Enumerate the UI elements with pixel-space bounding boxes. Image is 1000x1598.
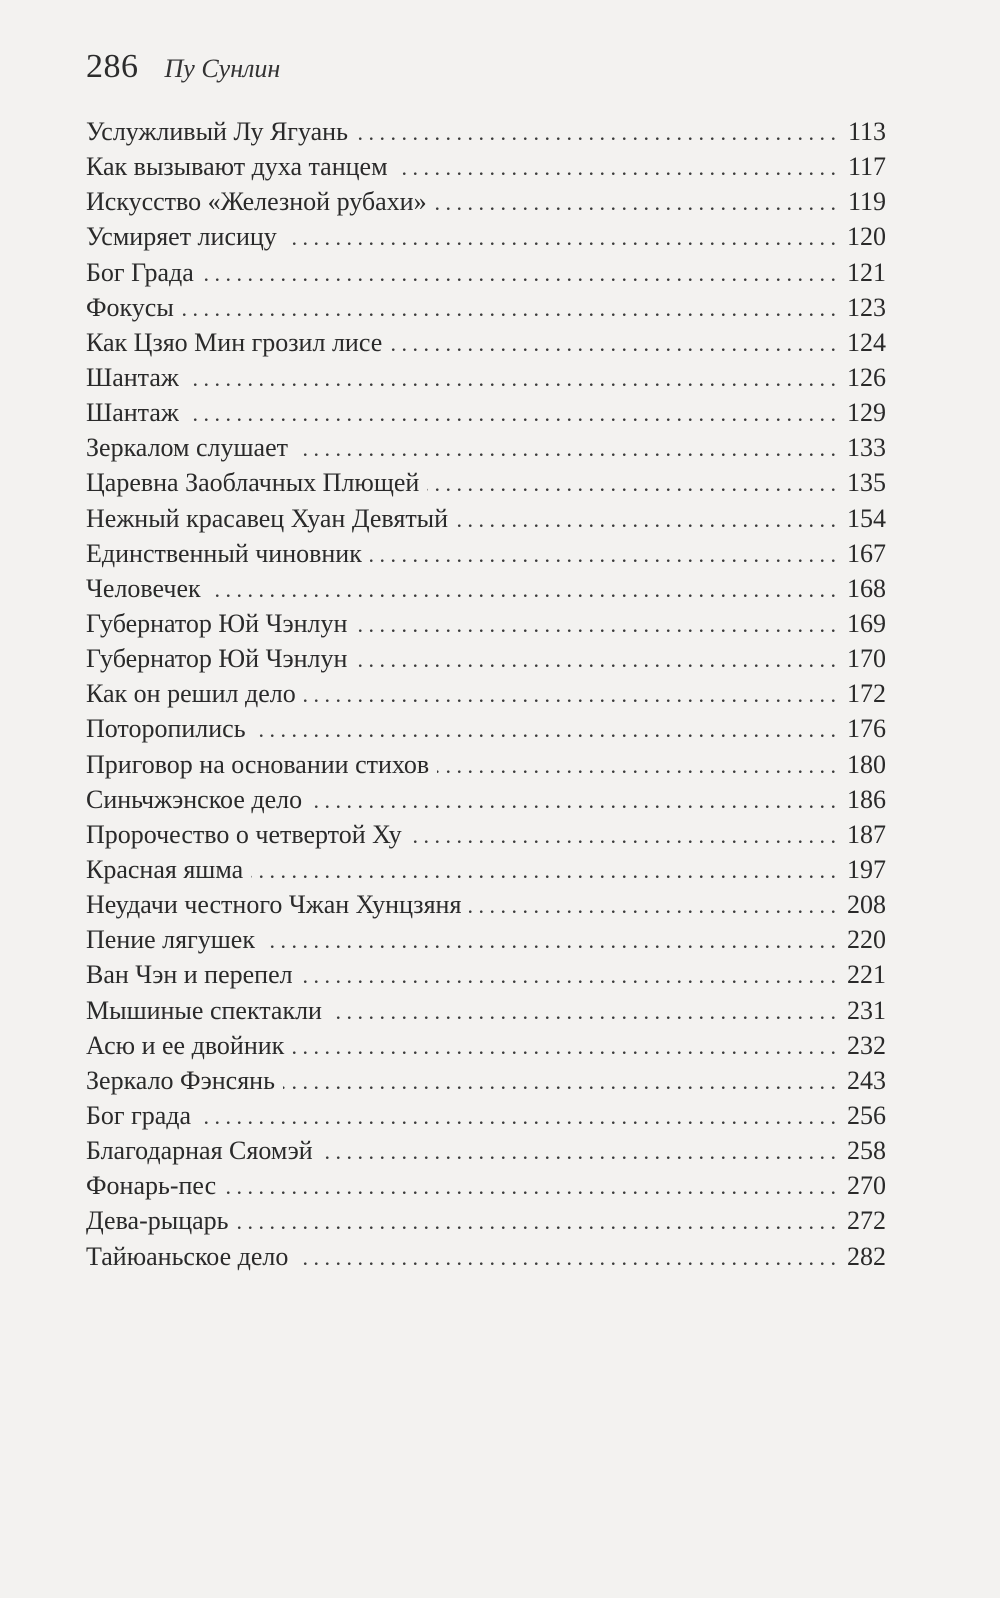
toc-entry-title: Зеркало Фэнсянь xyxy=(86,1065,275,1095)
table-of-contents xyxy=(86,114,886,1274)
dot-leader xyxy=(182,291,836,325)
toc-entry xyxy=(86,993,886,1028)
toc-entry-title: Фокусы xyxy=(86,292,174,322)
dot-leader xyxy=(396,150,836,184)
toc-entry-page: 121 xyxy=(847,257,886,287)
toc-entry-page: 221 xyxy=(847,960,886,990)
dot-leader xyxy=(301,958,836,992)
dot-leader xyxy=(296,1240,836,1274)
dot-leader xyxy=(435,185,836,219)
toc-entry xyxy=(86,1239,886,1274)
toc-entry-title: Ван Чэн и перепел xyxy=(86,960,293,990)
toc-entry xyxy=(86,747,886,782)
dot-leader xyxy=(355,607,836,641)
toc-entry-page: 208 xyxy=(847,890,886,920)
toc-entry-title: Искусство «Железной рубахи» xyxy=(86,187,427,217)
toc-entry-title: Тайюаньское дело xyxy=(86,1241,289,1271)
dot-leader xyxy=(292,1029,836,1063)
dot-leader xyxy=(310,783,836,817)
dot-leader xyxy=(296,431,836,465)
dot-leader xyxy=(410,818,836,852)
toc-entry-page: 154 xyxy=(847,503,886,533)
toc-entry xyxy=(86,255,886,290)
toc-entry-page: 167 xyxy=(847,538,886,568)
dot-leader xyxy=(187,361,836,395)
toc-entry-title: Фонарь-пес xyxy=(86,1171,217,1201)
toc-entry-title: Шантаж xyxy=(86,398,179,428)
toc-entry xyxy=(86,817,886,852)
toc-entry-page: 124 xyxy=(847,327,886,357)
toc-entry xyxy=(86,360,886,395)
toc-entry-page: 220 xyxy=(847,925,886,955)
toc-entry-title: Приговор на основании стихов xyxy=(86,749,430,779)
dot-leader xyxy=(427,466,836,500)
toc-entry-page: 135 xyxy=(847,468,886,498)
toc-entry-page: 256 xyxy=(847,1100,886,1130)
toc-entry-page: 197 xyxy=(847,854,886,884)
toc-entry-title: Неудачи честного Чжан Хунцзяня xyxy=(86,890,462,920)
toc-entry-page: 169 xyxy=(847,608,886,638)
toc-entry xyxy=(86,325,886,360)
dot-leader xyxy=(237,1204,836,1238)
dot-leader xyxy=(251,853,836,887)
toc-entry-page: 119 xyxy=(847,187,886,217)
toc-entry xyxy=(86,1028,886,1063)
toc-entry-title: Благодарная Сяомэй xyxy=(86,1136,313,1166)
toc-entry-page: 170 xyxy=(847,644,886,674)
toc-entry xyxy=(86,1168,886,1203)
dot-leader xyxy=(330,994,836,1028)
toc-entry-page: 168 xyxy=(847,573,886,603)
toc-entry-title: Дева-рыцарь xyxy=(86,1206,229,1236)
toc-entry-page: 258 xyxy=(847,1136,886,1166)
toc-entry-title: Усмиряет лисицу xyxy=(86,222,277,252)
dot-leader xyxy=(321,1134,836,1168)
toc-entry xyxy=(86,606,886,641)
toc-entry-title: Синьчжэнское дело xyxy=(86,784,303,814)
toc-entry xyxy=(86,852,886,887)
toc-entry xyxy=(86,782,886,817)
toc-entry-title: Как он решил дело xyxy=(86,679,296,709)
toc-entry-title: Царевна Заоблачных Плющей xyxy=(86,468,420,498)
toc-entry-page: 180 xyxy=(847,749,886,779)
toc-entry-title: Пророчество о четвертой Ху xyxy=(86,819,402,849)
toc-entry-page: 243 xyxy=(847,1065,886,1095)
toc-entry-page: 113 xyxy=(847,117,886,146)
running-head xyxy=(86,48,280,98)
toc-entry-page: 270 xyxy=(847,1171,886,1201)
toc-entry-title: Нежный красавец Хуан Девятый xyxy=(86,503,449,533)
dot-leader xyxy=(199,1099,836,1133)
toc-entry xyxy=(86,887,886,922)
toc-entry-page: 129 xyxy=(847,398,886,428)
toc-entry-page: 232 xyxy=(847,1030,886,1060)
dot-leader xyxy=(370,537,836,571)
toc-entry xyxy=(86,641,886,676)
toc-entry-title: Губернатор Юй Чэнлун xyxy=(86,644,348,674)
toc-entry xyxy=(86,711,886,746)
dot-leader xyxy=(285,220,836,254)
toc-entry-title: Губернатор Юй Чэнлун xyxy=(86,608,348,638)
toc-entry-title: Как Цзяо Мин грозил лисе xyxy=(86,327,383,357)
toc-entry xyxy=(86,1098,886,1133)
dot-leader xyxy=(437,748,836,782)
dot-leader xyxy=(469,888,836,922)
author-name: Пу Сунлин xyxy=(164,54,281,83)
dot-leader xyxy=(390,326,836,360)
toc-entry-title: Услужливый Лу Ягуань xyxy=(86,117,348,146)
toc-entry-page: 186 xyxy=(847,784,886,814)
toc-entry xyxy=(86,290,886,325)
toc-entry xyxy=(86,922,886,957)
toc-entry-title: Мышиные спектакли xyxy=(86,995,322,1025)
toc-entry-title: Пение лягушек xyxy=(86,925,255,955)
dot-leader xyxy=(209,572,836,606)
toc-entry-page: 117 xyxy=(847,152,886,182)
toc-entry xyxy=(86,1203,886,1238)
toc-entry xyxy=(86,1133,886,1168)
dot-leader xyxy=(456,502,836,536)
toc-entry xyxy=(86,184,886,219)
page-number: 286 xyxy=(86,48,139,85)
toc-entry-title: Человечек xyxy=(86,573,201,603)
toc-entry xyxy=(86,114,886,149)
toc-entry-page: 231 xyxy=(847,995,886,1025)
toc-entry-page: 120 xyxy=(847,222,886,252)
toc-entry-page: 282 xyxy=(847,1241,886,1271)
toc-entry-title: Как вызывают духа танцем xyxy=(86,152,388,182)
toc-entry xyxy=(86,676,886,711)
toc-entry xyxy=(86,571,886,606)
toc-entry xyxy=(86,149,886,184)
dot-leader xyxy=(263,923,836,957)
dot-leader xyxy=(187,396,836,430)
toc-entry xyxy=(86,501,886,536)
toc-entry-page: 126 xyxy=(847,362,886,392)
dot-leader xyxy=(355,642,836,676)
toc-entry-title: Красная яшма xyxy=(86,854,244,884)
dot-leader xyxy=(356,115,836,149)
toc-entry-page: 133 xyxy=(847,433,886,463)
toc-entry-title: Зеркалом слушает xyxy=(86,433,288,463)
toc-entry xyxy=(86,957,886,992)
toc-entry xyxy=(86,536,886,571)
dot-leader xyxy=(202,256,836,290)
toc-entry-page: 272 xyxy=(847,1206,886,1236)
toc-entry-title: Единственный чиновник xyxy=(86,538,362,568)
dot-leader xyxy=(283,1064,836,1098)
toc-entry-page: 172 xyxy=(847,679,886,709)
toc-entry-title: Асю и ее двойник xyxy=(86,1030,285,1060)
toc-entry-title: Шантаж xyxy=(86,362,179,392)
dot-leader xyxy=(304,677,836,711)
toc-entry-title: Бог Града xyxy=(86,257,194,287)
toc-entry xyxy=(86,430,886,465)
toc-entry-page: 176 xyxy=(847,714,886,744)
toc-entry xyxy=(86,465,886,500)
toc-entry xyxy=(86,395,886,430)
dot-leader xyxy=(224,1169,836,1203)
toc-entry-page: 187 xyxy=(847,819,886,849)
toc-entry-page: 123 xyxy=(847,292,886,322)
toc-entry xyxy=(86,1063,886,1098)
toc-entry-title: Бог града xyxy=(86,1100,192,1130)
toc-entry xyxy=(86,219,886,254)
toc-entry-title: Поторопились xyxy=(86,714,246,744)
dot-leader xyxy=(254,712,836,746)
